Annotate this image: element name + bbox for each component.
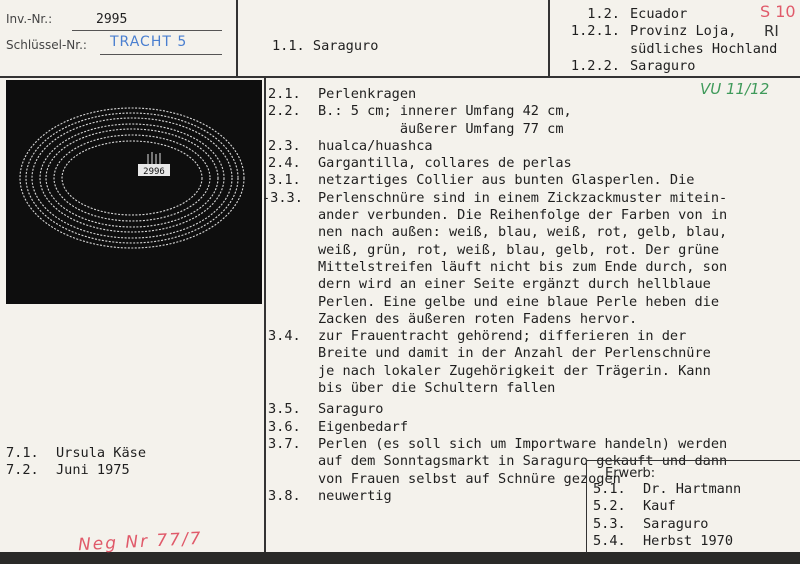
entry-line: bis über die Schultern fallen [318, 380, 556, 397]
entry-line: 3.6. Eigenbedarf [268, 418, 409, 435]
origin-block [552, 6, 777, 75]
entry-line: Breite und damit in der Anzahl der Perlenschnüre [318, 345, 711, 362]
inv-number: 2995 [96, 12, 128, 27]
origin-line: 1.2. Ecuador [587, 6, 688, 22]
entries [262, 86, 800, 505]
handwritten-ri-mark: RI [764, 22, 779, 40]
object-photo [6, 80, 262, 304]
acquisition-line: 5.3. Saraguro [593, 515, 709, 532]
collector-block [6, 445, 146, 480]
entry-line: auf dem Sonntagsmarkt in Saraguro gekauft und dann [318, 453, 728, 470]
origin-line: 1.2.2. Saraguro [570, 57, 696, 74]
entry-line: 2.3. hualca/huashca [268, 137, 433, 154]
handwritten-green-mark: VU 11/12 [700, 80, 770, 98]
entry-line: -3.3. Perlenschnüre sind in einem Zickzackmuster mitein- [262, 189, 728, 206]
collector-line: 7.1. Ursula Käse [6, 445, 147, 461]
origin-line: 1.2.1. Provinz Loja, [570, 23, 737, 40]
entry-line: 3.4. zur Frauentracht gehörend; differieren in der [268, 328, 687, 345]
entry-line: von Frauen selbst auf Schnüre gezogen [318, 470, 621, 487]
photo-tag-number: 2996 [143, 167, 165, 177]
entry-line: dern wird an einer Seite ergänzt durch hellblaue [318, 276, 711, 293]
entry-line: ander verbunden. Die Reihenfolge der Farben von in [318, 207, 728, 224]
acquisition-line: 5.4. Herbst 1970 [593, 532, 734, 549]
key-label: Schlüssel-Nr.: [6, 38, 87, 52]
necklace-image [6, 80, 262, 304]
header-divider-left [236, 0, 238, 77]
group-label: 1.1. Saraguro [272, 38, 379, 54]
entry-line: 3.8. neuwertig [268, 487, 392, 504]
origin-line: südliches Hochland [630, 40, 778, 57]
entry-line: Zacken des äußeren roten Fadens hervor. [318, 310, 638, 327]
entry-line: Mittelstreifen läuft nicht bis zum Ende durch, son [318, 258, 728, 275]
body-divider [264, 77, 266, 552]
entry-line: 2.2. B.: 5 cm; innerer Umfang 42 cm, [268, 103, 572, 120]
entry-line: nen nach außen: weiß, blau, weiß, rot, gelb, blau, [318, 224, 728, 241]
entry-line: Perlen. Eine gelbe und eine blaue Perle heben die [318, 293, 720, 310]
acquisition-line: 5.2. Kauf [593, 498, 676, 515]
entry-line: äußerer Umfang 77 cm [318, 120, 564, 137]
entry-line: 3.5. Saraguro [268, 401, 384, 418]
acquisition-line: 5.1. Dr. Hartmann [593, 481, 742, 497]
entry-line: weiß, grün, rot, weiß, blau, gelb, rot. Der grüne [318, 241, 720, 258]
acquisition-box [586, 460, 800, 553]
key-underline [100, 54, 222, 55]
handwritten-negative-number: Neg Nr 77/7 [77, 528, 204, 556]
inv-underline [72, 30, 222, 31]
inv-label: Inv.-Nr.: [6, 12, 53, 26]
handwritten-section-mark: S 10 [760, 2, 796, 21]
key-number-handwritten: TRACHT 5 [110, 34, 188, 50]
entry-line: 2.1. Perlenkragen [268, 86, 417, 102]
collector-line: 7.2. Juni 1975 [6, 462, 130, 479]
entry-line: 2.4. Gargantilla, collares de perlas [268, 155, 572, 172]
entry-line: 3.7. Perlen (es soll sich um Importware handeln) werden [268, 435, 728, 452]
entry-line: 3.1. netzartiges Collier aus bunten Glasperlen. Die [268, 172, 695, 189]
acquisition-list [593, 481, 741, 550]
entry-line: je nach lokaler Zugehörigkeit der Trägerin. Kann [318, 362, 711, 379]
acquisition-title: Erwerb: [605, 466, 656, 481]
header-divider-right [548, 0, 550, 77]
header-bottom-rule [0, 76, 800, 78]
